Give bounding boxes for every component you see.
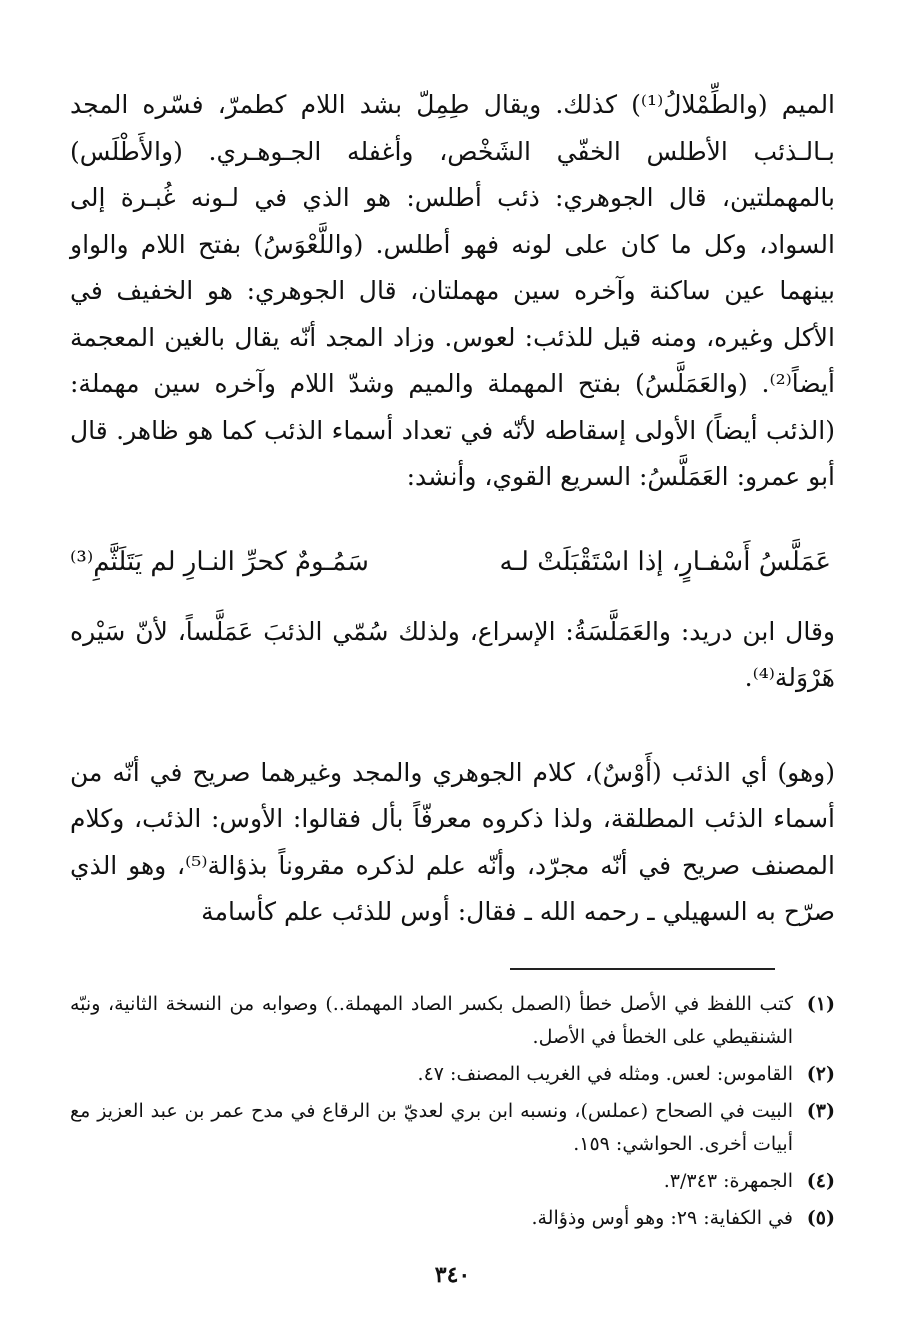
verse-first-hemistich: عَمَلَّسُ أَسْفـارٍ، إذا اسْتَقْبَلَتْ لـه [499,546,831,577]
footnote-number: (٥) [806,1207,835,1229]
page-number: ٣٤٠ [434,1262,471,1288]
footnote-item [70,1058,835,1091]
footnote-number: (٣) [806,1100,835,1122]
footnote-text: كتب اللفظ في الأصل خطأ (الصمل بكسر الصاد المهملة..) وصوابه من النسخة الثانية، ونبّه الشنقيطي على الخطأ في الأصل. [70,993,793,1048]
footnote-text: في الكفاية: ٢٩: وهو أوس وذؤالة. [531,1207,793,1229]
poetry-verse [70,539,835,585]
footnote-item [70,988,835,1054]
paragraph-2: وقال ابن دريد: والعَمَلَّسَةُ: الإسراع، ولذلك سُمّي الذئبَ عَمَلَّساً، لأنّ سَيْره هَرْوَلة⁽⁴⁾. [70,616,835,692]
footnotes [70,988,835,1239]
footnote-item [70,1202,835,1235]
footnote-number: (٢) [806,1063,835,1085]
footnote-separator [510,968,775,970]
page-body [70,80,835,936]
footnote-item [70,1095,835,1161]
verse-second-hemistich: سَمُـومٌ كحرِّ النـارِ لم يَتَلَثَّمِ⁽³⁾ [70,546,369,577]
footnote-item [70,1165,835,1198]
paragraph-1: الميم (والطِّمْلالُ⁽¹⁾) كذلك. ويقال طِمِلّ بشد اللام كطمرّ، فسّره المجد بـالـذئب الأطلس الخفّي الشَخْص، وأغفله الجـوهـري. (والأَطْلَس) بالمهملتين، قال الجوهري: ذئب أطلس: هو الذي في لـونه غُبـرة إلى السواد، وكل ما كان على لونه فهو أطلس. (واللَّعْوَسُ) بفتح اللام والواو بينهما عين ساكنة وآخره سين مهملتان، قال الجوهري: هو الخفيف في الأكل وغيره، ومنه قيل للذئب: لعوس. وزاد المجد أنّه يقال بالغين المعجمة أيضاً⁽²⁾. (والعَمَلَّسُ) بفتح المهملة والميم وشدّ اللام وآخره سين مهملة: (الذئب أيضاً) الأولى إسقاطه لأنّه في تعداد أسماء الذئب كما هو ظاهر. قال أبو عمرو: العَمَلَّسُ: السريع القوي، وأنشد: [70,90,836,491]
footnote-number: (٤) [806,1170,835,1192]
paragraph-3: (وهو) أي الذئب (أَوْسٌ)، كلام الجوهري والمجد وغيرهما صريح في أنّه من أسماء الذئب المطلقة، ولذا ذكروه معرفّاً بأل فقالوا: الأوس: الذئب، وكلام المصنف صريح في أنّه مجرّد، وأنّه علم لذكره مقروناً بذؤالة⁽⁵⁾، وهو الذي صرّح به السهيلي ـ رحمه الله ـ فقال: أوس للذئب علم كأسامة [70,757,835,926]
footnote-number: (١) [806,993,835,1015]
footnote-text: القاموس: لعس. ومثله في الغريب المصنف: ٤٧. [417,1063,793,1085]
footnote-text: الجمهرة: ٣/٣٤٣. [663,1170,793,1192]
footnote-text: البيت في الصحاح (عملس)، ونسبه ابن بري لعديّ بن الرقاع في مدح عمر بن عبد العزيز مع أبيات أخرى. الحواشي: ١٥٩. [70,1100,793,1155]
